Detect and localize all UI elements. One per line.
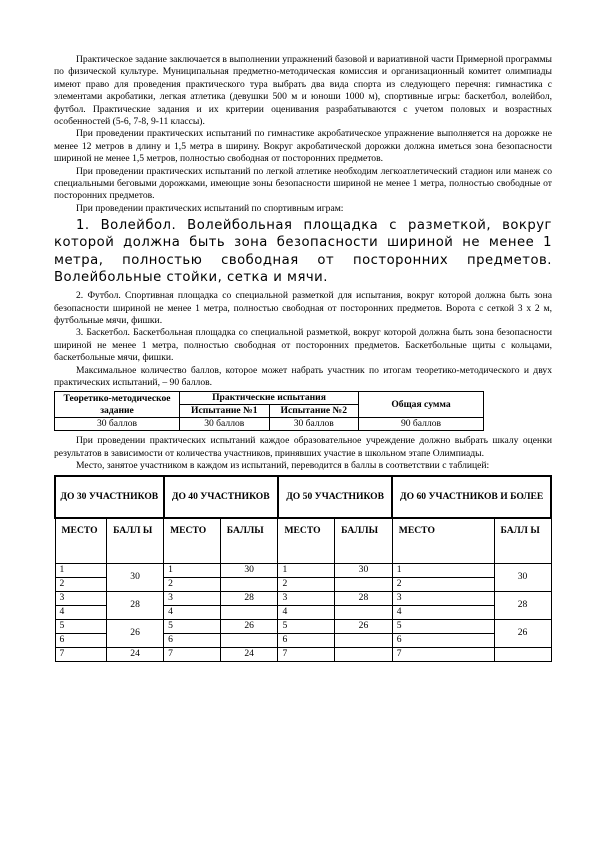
test2-header: Испытание №2 [269,405,359,418]
group-header: ДО 30 УЧАСТНИКОВ [55,476,164,518]
points-cell: 28 [494,591,551,619]
practical-header: Практические испытания [180,392,359,405]
place-col-header: МЕСТО [55,518,107,564]
points-cell: 28 [335,591,393,605]
place-cell: 1 [392,563,494,577]
place-cell: 2 [164,577,221,591]
place-cell: 4 [55,605,107,619]
group-header: ДО 60 УЧАСТНИКОВ И БОЛЕЕ [392,476,551,518]
place-cell: 7 [55,647,107,661]
test2-value: 30 баллов [269,418,359,431]
place-col-header: МЕСТО [392,518,494,564]
theory-value: 30 баллов [55,418,180,431]
test1-value: 30 баллов [180,418,270,431]
points-cell [220,577,278,591]
place-col-header: МЕСТО [278,518,335,564]
total-header: Общая сумма [359,392,484,418]
place-cell: 1 [278,563,335,577]
total-value: 90 баллов [359,418,484,431]
place-cell: 2 [55,577,107,591]
max-score-paragraph: Максимальное количество баллов, которое может набрать участник по итогам теоретико-методического и двух практических испытаний, – 90 баллов. [54,364,552,388]
points-cell: 26 [494,619,551,647]
table-row [55,619,551,633]
theory-header: Теоретико-методическое задание [55,392,180,418]
points-col-header: БАЛЛ Ы [107,518,164,564]
place-cell: 3 [278,591,335,605]
table-row [55,563,551,577]
games-intro: При проведении практических испытаний по спортивным играм: [76,202,344,214]
test1-header: Испытание №1 [180,405,270,418]
points-cell: 26 [335,619,393,633]
points-cell: 24 [220,647,278,661]
basketball-item: 3. Баскетбол. Баскетбольная площадка со специальной разметкой, вокруг которой должна быть зона безопасности шириной не менее 1 метра, полностью свободная от посторонних предметов. Баскетбольные щиты с кольцами, баскетбольные мячи, фишки. [54,327,552,364]
points-cell: 30 [335,563,393,577]
place-cell: 3 [164,591,221,605]
points-cell: 26 [107,619,164,647]
intro-paragraph: Практическое задание заключается в выполнении упражнений базовой и вариативной части Примерной программы по физической культуре. Муниципальная предметно-методическая комиссия и организационный комитет олимпиады имеют право для проведения практического тура выбрать два вида спорта из следующего перечня: гимнастика с элементами акробатики, легкая атлетика (девушки 500 м и юноши 1000 м), спортивные игры: баскетбол, волейбол, футбол. Практические задания и их критерии оценивания разрабатываются с учетом половых и возрастных особенностей (5-6, 7-8, 9-11 классы). [54,54,552,128]
rank-table [54,475,552,662]
place-cell: 7 [164,647,221,661]
score-table [54,391,484,431]
points-cell: 30 [220,563,278,577]
place-cell: 2 [392,577,494,591]
points-cell: 28 [220,591,278,605]
place-cell: 4 [278,605,335,619]
place-cell: 6 [164,633,221,647]
place-cell: 7 [392,647,494,661]
place-cell: 6 [278,633,335,647]
gymnastics-paragraph: При проведении практических испытаний по гимнастике акробатическое упражнение выполняется на дорожке не менее 12 метров в длину и 1,5 метра в ширину. Вокруг акробатической дорожки должна иметься зона безопасности шириной не менее 1,5 метров, полностью свободная от посторонних предметов. [54,128,552,165]
points-cell: 30 [107,563,164,591]
points-cell [335,605,393,619]
points-cell: 26 [220,619,278,633]
place-cell: 4 [392,605,494,619]
points-cell [335,577,393,591]
place-cell: 6 [392,633,494,647]
place-cell: 6 [55,633,107,647]
football-item: 2. Футбол. Спортивная площадка со специальной разметкой для испытания, вокруг которой должна быть зона безопасности шириной не менее 1 метра, полностью свободная от посторонних предметов. Ворота с сеткой 3 х 2 м, футбольные мячи, фишки. [54,290,552,326]
document-page [54,54,552,662]
place-cell: 4 [164,605,221,619]
place-cell: 5 [278,619,335,633]
points-cell [220,633,278,647]
group-header: ДО 50 УЧАСТНИКОВ [278,476,392,518]
place-cell: 7 [278,647,335,661]
place-paragraph: Место, занятое участником в каждом из испытаний, переводится в баллы в соответствии с таблицей: [76,460,490,472]
place-cell: 1 [164,563,221,577]
place-col-header: МЕСТО [164,518,221,564]
table-row [55,647,551,661]
place-cell: 3 [392,591,494,605]
place-cell: 1 [55,563,107,577]
points-cell [335,633,393,647]
volleyball-item: 1. Волейбол. Волейбольная площадка с разметкой, вокруг которой должна быть зона безопасности шириной не менее 1 метра, полностью свободная от посторонних предметов. Волейбольные стойки, сетка и мячи. [54,218,552,285]
athletics-paragraph: При проведении практических испытаний по легкой атлетике необходим легкоатлетический стадион или манеж со специальными беговыми дорожками, имеющие зоны безопасности шириной не менее 1 метра, полностью свободные от посторонних предметов. [54,165,552,202]
place-cell: 3 [55,591,107,605]
points-cell: 30 [494,563,551,591]
group-header: ДО 40 УЧАСТНИКОВ [164,476,278,518]
points-col-header: БАЛЛ Ы [494,518,551,564]
table-row [55,591,551,605]
points-col-header: БАЛЛЫ [335,518,393,564]
points-cell [335,647,393,661]
points-cell [220,605,278,619]
points-cell [494,647,551,661]
scale-paragraph: При проведении практических испытаний каждое образовательное учреждение должно выбрать шкалу оценки результатов в зависимости от количества участников, принявших участие в школьном этапе Олимпиады. [54,435,552,459]
points-col-header: БАЛЛЫ [220,518,278,564]
points-cell: 24 [107,647,164,661]
place-cell: 2 [278,577,335,591]
place-cell: 5 [55,619,107,633]
place-cell: 5 [392,619,494,633]
place-cell: 5 [164,619,221,633]
points-cell: 28 [107,591,164,619]
